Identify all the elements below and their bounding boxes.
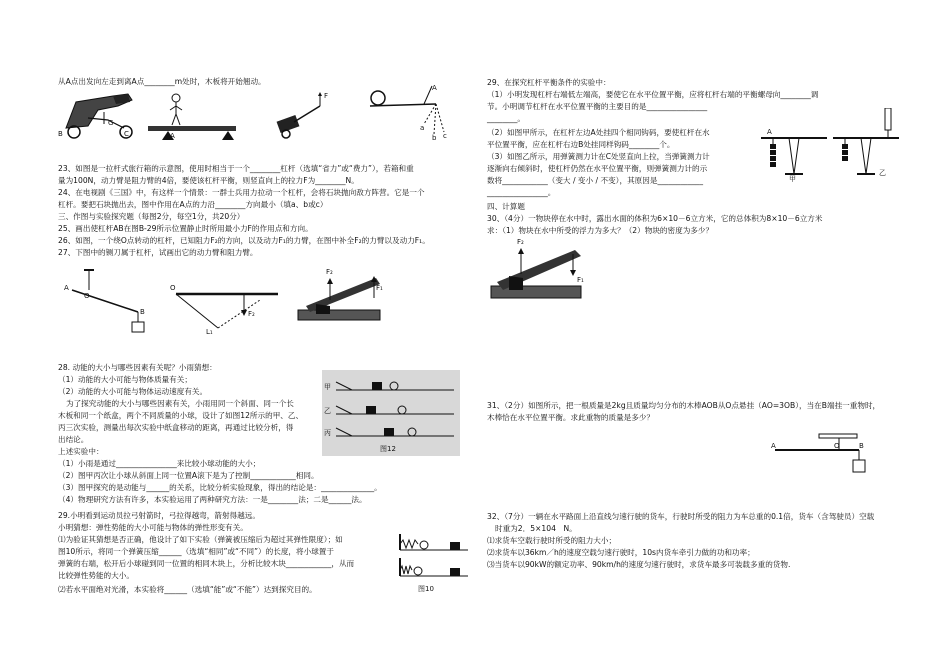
label-o-lever: O bbox=[170, 284, 176, 292]
label-small-b: b bbox=[432, 134, 437, 142]
q28-para3: 丙三次实验，测量出每次实验中纸盒移动的距离，再通过比较分析，得 bbox=[58, 423, 294, 432]
q28-para2: 木板和同一个纸盒，两个不同质量的小球，设计了如图12所示的甲、乙、 bbox=[58, 411, 304, 420]
q23-line2: 量为100N，动力臂是阻力臂的4倍，要使该杠杆平衡，则竖直向上的拉力F为________N。 bbox=[58, 176, 359, 185]
lever-o-figure bbox=[170, 284, 280, 340]
q31-line2: 木棒恰在水平位置平衡。求此重物的质量是多少？ bbox=[487, 413, 655, 422]
q24-line2: 杠杆。要把石块抛出去，图中作用在A点的力沿________方向最小（填a、b或c） bbox=[58, 200, 328, 209]
label-a-rod: A bbox=[771, 442, 776, 450]
label-yi: 乙 bbox=[324, 407, 331, 415]
q29r-part3-line3: 数将____________（变大 / 变小 / 不变），其原因是____________ bbox=[487, 176, 704, 185]
q32-line2: 时重为2．5×104 N。 bbox=[495, 524, 577, 533]
q28-sub2: （2）图甲丙次让小球从斜面上同一位置A滚下是为了控制____________相同。 bbox=[58, 471, 319, 480]
label-b-ab: B bbox=[140, 308, 145, 316]
q29r-part2-line1: （2）如图甲所示，在杠杆左边A处挂四个相同钩码，要使杠杆在水 bbox=[487, 128, 710, 137]
q26-line: 26、如图，一个绕O点转动的杠杆，已知阻力F₂的方向，以及动力F₁的力臂，在图中补全F₂的力臂以及动力F₁。 bbox=[58, 236, 430, 245]
q29-part2: ⑵若水平面绝对光滑，本实验将______（选填“能”或“不能”）达到探究目的。 bbox=[58, 585, 317, 594]
label-f1-cutter: F₁ bbox=[376, 284, 383, 292]
label-f2-cutter: F₂ bbox=[326, 268, 333, 276]
q27-line: 27、下图中的铡刀属于杠杆，试画出它的动力臂和阻力臂。 bbox=[58, 248, 258, 257]
label-a-ab: A bbox=[64, 284, 69, 292]
q28-para4: 出结论。 bbox=[58, 435, 89, 444]
label-a-balance: A bbox=[767, 128, 772, 136]
label-yi-balance: 乙 bbox=[879, 169, 886, 177]
q29r-heading: 29、在探究杠杆平衡条件的实验中： bbox=[487, 78, 611, 87]
q31-line1: 31、（2分）如图所示，把一根质量是2kg且质量均匀分布的木棒AOB从O点悬挂（AO=3OB），当在B端挂一重物时， bbox=[487, 401, 881, 410]
q29r-part3-line2: 逐渐向右倾斜时，使杠杆仍然在水平位置平衡，则弹簧测力计的示 bbox=[487, 164, 708, 173]
trolley-suitcase-figure bbox=[58, 88, 142, 146]
q29r-part3-line4: ________________。 bbox=[487, 188, 556, 197]
label-fig12: 图12 bbox=[380, 445, 396, 453]
q28-guess1: （1）动能的大小可能与物体质量有关； bbox=[58, 375, 192, 384]
q29-bow-heading: 29.小明看到运动员拉弓射箭时，弓拉得越弯，箭射得越远。 bbox=[58, 511, 260, 520]
wheelbarrow-figure bbox=[274, 92, 334, 140]
label-c: C bbox=[124, 130, 129, 138]
q30-line2: 求：（1）物块在水中所受的浮力为多大？（2）物块的密度为多少？ bbox=[487, 226, 714, 235]
label-o-ab: O bbox=[84, 292, 90, 300]
q29r-part1-line1: （1）小明发现杠杆右端低左端高，要使它在水平位置平衡，应将杠杆右端的平衡螺母向________调 bbox=[487, 90, 819, 99]
label-fig10: 图10 bbox=[418, 585, 434, 593]
q29r-part3-line1: （3）如图乙所示，用弹簧测力计在C处竖直向上拉，当弹簧测力计 bbox=[487, 152, 710, 161]
rod-aob-figure bbox=[771, 432, 867, 480]
q32-part2: ⑵求货车以36km／h的速度空载匀速行驶时，10s内货车牵引力做的功和功率； bbox=[487, 548, 755, 557]
q29r-part2-line2: 平位置平衡，应在杠杆右边B处挂同样钩码________个。 bbox=[487, 140, 675, 149]
label-l1: L₁ bbox=[206, 328, 213, 336]
q25-line: 25、画出使杠杆AB在图B-29所示位置静止时所用最小力F的作用点和方向。 bbox=[58, 224, 313, 233]
label-jia: 甲 bbox=[324, 383, 331, 391]
section4-heading: 四、计算题 bbox=[487, 202, 525, 211]
plank-walker-figure bbox=[146, 92, 238, 142]
q29-part1-line1: ⑴为验证其猜想是否正确，他设计了如下实验（弹簧被压缩后为超过其弹性限度）；如 bbox=[58, 535, 343, 544]
q29-part1-line4: 比较弹性势能的大小。 bbox=[58, 571, 134, 580]
figure-12 bbox=[322, 370, 460, 456]
guillotine-figure-right bbox=[489, 236, 585, 308]
label-a-plank: A bbox=[170, 132, 175, 140]
q28-sub1: （1）小雨是通过________________来比较小球动能的大小； bbox=[58, 459, 261, 468]
catapult-lever-figure bbox=[364, 84, 450, 150]
label-o-rod: O bbox=[834, 442, 840, 450]
intro-line: 从A点出发向左走到离A点________m处时，木板将开始翘动。 bbox=[58, 77, 266, 86]
q28-guess2: （2）动能的大小可能与物体运动速度有关。 bbox=[58, 387, 208, 396]
label-bing: 丙 bbox=[324, 429, 331, 437]
label-b-rod: B bbox=[859, 442, 864, 450]
q28-heading: 28. 动能的大小与哪些因素有关呢？小雨猜想： bbox=[58, 363, 217, 372]
label-f2-right: F₂ bbox=[517, 238, 524, 246]
q30-line1: 30、（4分）一物块停在水中时，露出水面的体积为6×10－6立方米，它的总体积为8×10－6立方米 bbox=[487, 214, 823, 223]
q28-sub3: （3）图甲探究的是动能与______的关系，比较分析实验现象，得出的结论是：______________。 bbox=[58, 483, 382, 492]
q23-line1: 23、如图是一拉杆式旅行箱的示意图，使用时相当于一个________杠杆（选填“省力”或“费力”），若箱和重 bbox=[58, 164, 414, 173]
q28-para1: 为了探究动能的大小与哪些因素有关，小雨用同一个斜面、同一个长 bbox=[66, 399, 294, 408]
q32-part3: ⑶当货车以90kW的额定功率、90km/h的速度匀速行驶时，求货车最多可装载多重的货物. bbox=[487, 560, 791, 569]
label-f2-lever: F₂ bbox=[248, 310, 255, 318]
label-f1-right: F₁ bbox=[577, 276, 584, 284]
figure-10 bbox=[398, 532, 470, 593]
q24-line1: 24、在电视剧《三国》中，有这样一个情景：一群士兵用力拉动一个杠杆，会将石块抛向敌方阵营。它是一个 bbox=[58, 188, 425, 197]
lever-balance-figure-jia bbox=[759, 124, 829, 183]
guillotine-cutter-figure bbox=[296, 264, 382, 330]
label-g: G bbox=[108, 119, 114, 127]
label-small-a: a bbox=[420, 124, 425, 132]
label-b: B bbox=[58, 130, 63, 138]
q29-part1-line2: 图10所示，将同一个弹簧压缩______（选填“相同”或“不同”）的长度，将小球置于 bbox=[58, 547, 334, 556]
lever-ab-figure bbox=[64, 268, 154, 334]
section3-heading: 三、作图与实验探究题（每图2分，每空1分，共20分） bbox=[58, 212, 245, 221]
q28-para5: 上述实验中： bbox=[58, 447, 104, 456]
q32-line1: 32、（7分）一辆在水平路面上沿直线匀速行驶的货车，行驶时所受的阻力为车总重的0.1倍，货车（含驾驶员）空载 bbox=[487, 512, 875, 521]
q29-guess: 小明猜想：弹性势能的大小可能与物体的弹性形变有关。 bbox=[58, 523, 248, 532]
q29r-part1-line2: 节。小明调节杠杆在水平位置平衡的主要目的是________________ bbox=[487, 102, 708, 111]
q29-part1-line3: 弹簧的右端，松开后小球碰到同一位置的相同木块上，分析比较木块____________，从而 bbox=[58, 559, 355, 568]
label-small-c: c bbox=[443, 132, 447, 140]
label-a-catapult: A bbox=[432, 84, 437, 92]
q28-sub4: （4）物理研究方法有许多，本实验运用了两种研究方法：一是________法；二是______法。 bbox=[58, 495, 367, 504]
label-f-wheelbarrow: F bbox=[324, 92, 329, 100]
q32-part1: ⑴求货车空载行驶时所受的阻力大小； bbox=[487, 536, 617, 545]
label-jia-balance: 甲 bbox=[789, 175, 796, 183]
lever-balance-figure-yi bbox=[831, 108, 901, 180]
q29r-part1-line3: ________。 bbox=[487, 114, 525, 123]
